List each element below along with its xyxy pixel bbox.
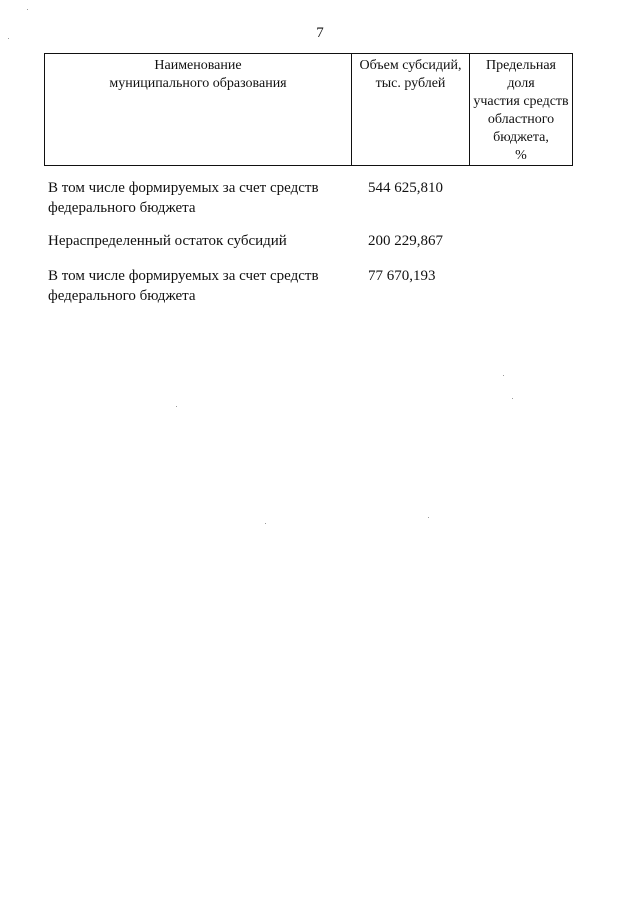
row-name: В том числе формируемых за счет средств федерального бюджета	[48, 180, 319, 216]
table-header	[44, 53, 573, 166]
column-header-municipality	[45, 54, 352, 166]
scan-speck	[503, 375, 504, 376]
row-value: 544 625,810	[368, 180, 443, 196]
scan-speck	[27, 9, 28, 10]
scan-speck	[176, 406, 177, 407]
row-value: 77 670,193	[368, 268, 436, 284]
scan-speck	[8, 38, 9, 39]
column-header-municipality-label: Наименование муниципального образования	[109, 58, 287, 91]
row-name: В том числе формируемых за счет средств федерального бюджета	[48, 268, 319, 304]
scan-speck	[428, 517, 429, 518]
table-header-row	[45, 54, 573, 166]
column-header-share	[470, 54, 573, 166]
row-name: Нераспределенный остаток субсидий	[48, 233, 287, 249]
row-value: 200 229,867	[368, 233, 443, 249]
column-header-subsidy-volume-label: Объем субсидий, тыс. рублей	[359, 58, 462, 91]
page-number: 7	[316, 25, 324, 41]
scan-speck	[512, 398, 513, 399]
scan-speck	[265, 523, 266, 524]
column-header-subsidy-volume	[352, 54, 470, 166]
column-header-share-label: Предельная доля участия средств областного бюджета, %	[473, 58, 569, 163]
